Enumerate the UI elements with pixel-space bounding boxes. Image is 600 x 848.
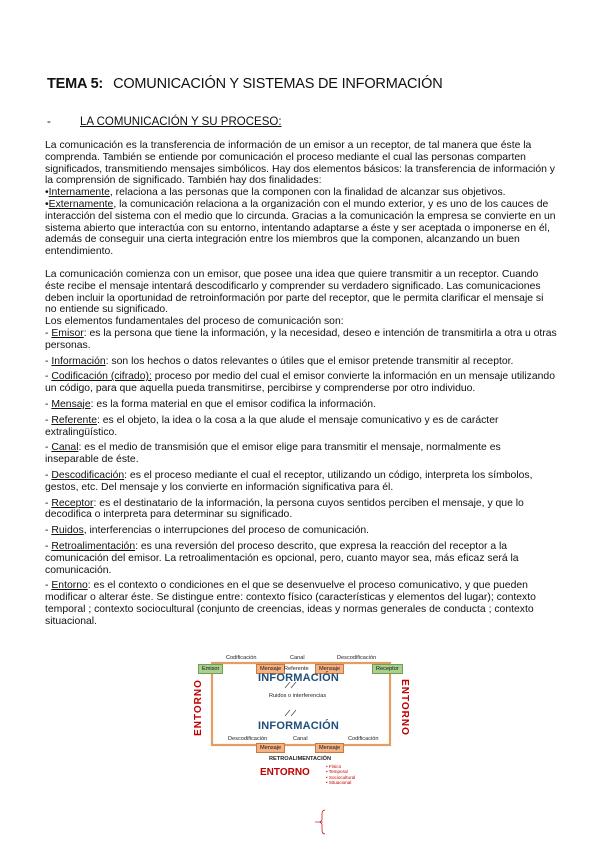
communication-diagram [190, 650, 412, 845]
elements-list [45, 328, 557, 628]
element-item: - Codificación (cifrado): proceso por medio del cual el emisor convierte la información en un mensaje utilizando un código, para que aquella pueda transmitirse, percibirse y comprenderse por otro individuo. [45, 371, 555, 395]
tema-title: COMUNICACIÓN Y SISTEMAS DE INFORMACIÓN [113, 76, 443, 92]
element-term: Información [51, 355, 106, 367]
element-item: - Entorno: es el contexto o condiciones en el que se desenvuelve el proceso comunicativo, y que pueden modificar o alterar éste. Se distingue entre: contexto físico (características y elementos del lugar); contexto temporal ; contexto sociocultural (conjunto de creencias, ideas y normas generales de conducta ; contexto situacional. [45, 580, 536, 627]
elements-intro: Los elementos fundamentales del proceso de comunicación son: [45, 316, 344, 328]
element-term: Receptor [51, 497, 94, 509]
text-internamente: , relaciona a las personas que la componen con la finalidad de alcanzar sus objetivos. [109, 187, 506, 199]
label-descodificacion-top: Descodificación [337, 655, 377, 661]
bullet-externamente: •Externamente, la comunicación relaciona a la organización con el mundo exterior, y es uno de los cauces de interacción del sistema con el medio que lo circunda. Gracias a la comunicación la empresa se convierte en un sistema abierto que interactúa con su entorno, intentando adaptarse a éste y ser aceptada o imponerse en él, además de conseguir una cierta integración entre los miembros que la componen, alcanzando un buen entendimiento. [45, 198, 556, 258]
noise-line-4 [291, 710, 296, 716]
label-retroalimentacion: RETROALIMENTACIÓN [269, 756, 332, 762]
mensaje-box-bottom-left: Mensaje [256, 743, 285, 753]
entorno-left: ENTORNO [192, 679, 204, 736]
element-term: Emisor [51, 327, 84, 339]
element-description: : es el medio de transmisión que el emisor elige para transmitir el mensaje, normalmente es inseparable de éste. [45, 442, 501, 466]
element-term: Canal [51, 442, 79, 454]
element-description: proceso por medio del cual el emisor convierte la información en un mensaje utilizando un código, para que aquella pueda transmitirse, percibirse y comprenderse por otro individuo. [45, 371, 555, 395]
entorno-subtypes [326, 764, 355, 786]
element-term: Referente [51, 414, 97, 426]
element-item: - Receptor: es el destinatario de la información, la persona cuyos sentidos perciben el mensaje, y que lo decodifica o interpreta para determinar su significado. [45, 497, 524, 521]
element-description: , interferencias o interrupciones del proceso de comunicación. [83, 525, 370, 537]
entorno-situacional: • Situacional [326, 780, 352, 786]
element-description: : son los hechos o datos relevantes o útiles que el emisor pretende transmitir al receptor. [105, 355, 514, 367]
label-canal-top: Canal [290, 655, 305, 661]
term-externamente: Externamente [48, 198, 114, 210]
element-item: - Emisor: es la persona que tiene la información, y la necesidad, deseo e intención de transmitirla a otra u otras personas. [45, 327, 557, 351]
document-body [45, 140, 557, 627]
text-externamente: , la comunicación relaciona a la organización con el mundo exterior, y es uno de los cauces de interacción del sistema con el medio que lo circunda. Gracias a la comunicación la empresa se convierte en un sistema abierto que interactúa con su entorno, intentando adaptarse a éste y ser aceptada o imponerse en él, además de conseguir una cierta integración entre los miembros que la componen, alcanzando un buen entendimiento. [45, 198, 556, 258]
informacion-bottom: INFORMACIÓN [258, 720, 340, 732]
element-description: : es una reversión del proceso descrito, que expresa la reacción del receptor a la comunicación del emisor. La retroalimentación es opcional, pero, cuanto mayor sea, más eficaz será la comunicación. [45, 540, 519, 576]
element-term: Retroalimentación [51, 540, 136, 552]
tema-number: TEMA 5: [47, 76, 104, 92]
label-codificacion-top: Codificación [226, 655, 257, 661]
label-codificacion-bottom: Codificación [348, 736, 379, 742]
mensaje-box-bottom-right: Mensaje [315, 743, 344, 753]
element-description: : es el contexto o condiciones en el que se desenvuelve el proceso comunicativo, y que pueden modificar o alterar éste. Se distingue entre: contexto físico (características y elementos del lugar); contexto temporal ; contexto sociocultural (conjunto de creencias, ideas y normas generales de conducta ; contexto situacional. [45, 580, 536, 627]
element-description: : es el objeto, la idea o la cosa a la que alude el mensaje comunicativo y es de carácter extralingüístico. [45, 414, 499, 438]
label-canal-bottom: Canal [293, 736, 308, 742]
entorno-sociocultural: • Sociocultural [326, 774, 356, 780]
element-description: : es la forma material en que el emisor codifica la información. [90, 398, 376, 410]
element-term: Descodificación [51, 469, 125, 481]
bullet-internamente: •Internamente, relaciona a las personas que la componen con la finalidad de alcanzar sus objetivos. [45, 187, 506, 199]
page-title [47, 76, 443, 92]
informacion-top: INFORMACIÓN [258, 672, 340, 684]
entorno-right: ENTORNO [398, 679, 410, 736]
section-title: LA COMUNICACIÓN Y SU PROCESO: [80, 116, 282, 128]
label-ruidos: Ruidos o interferencias [269, 693, 327, 699]
label-referente: Referente [284, 666, 309, 672]
label-descodificacion-bottom: Descodificación [228, 736, 268, 742]
element-item: - Mensaje: es la forma material en que el emisor codifica la información. [45, 398, 376, 410]
receptor-box: Receptor [372, 664, 403, 674]
element-item: - Ruidos, interferencias o interrupciones del proceso de comunicación. [45, 525, 370, 537]
element-item: - Retroalimentación: es una reversión del proceso descrito, que expresa la reacción del receptor a la comunicación del emisor. La retroalimentación es opcional, pero, cuanto mayor sea, más eficaz será la comunicación. [45, 540, 519, 576]
element-term: Entorno [51, 580, 88, 592]
entorno-bottom: ENTORNO [260, 767, 310, 778]
element-item: - Descodificación: es el proceso mediante el cual el receptor, utilizando un código, interpreta los símbolos, gestos, etc. Del mensaje y los convierte en información significativa para él. [45, 469, 533, 493]
section-dash: - [47, 116, 51, 128]
element-description: : es la persona que tiene la información, y la necesidad, deseo e intención de transmitirla a otra u otras personas. [45, 327, 557, 351]
intro-paragraph: La comunicación es la transferencia de información de un emisor a un receptor, de tal manera que éste la comprenda. También se entiende por comunicación el proceso mediante el cual las personas comparten significados, transmitiendo mensajes simbólicos. Hay dos elementos básicos: la transferencia de información y la comprensión de significado. También hay dos finalidades: [45, 140, 555, 187]
entorno-temporal: • Temporal [326, 769, 348, 775]
section-heading [47, 116, 282, 128]
term-internamente: Internamente [48, 187, 110, 199]
element-item: - Canal: es el medio de transmisión que el emisor elige para transmitir el mensaje, normalmente es inseparable de éste. [45, 442, 501, 466]
element-term: Codificación (cifrado): [51, 371, 152, 383]
noise-line-3 [285, 710, 290, 716]
entorno-fisico: • Físico [326, 764, 342, 769]
process-paragraph: La comunicación comienza con un emisor, que posee una idea que quiere transmitir a un receptor. Cuando éste recibe el mensaje intentará descodificarlo y comprender su verdadero significado. Las comunicaciones deben incluir la oportunidad de retroinformación por parte del receptor, que le permita clarificar el mensaje si no entiende su significado. [45, 268, 544, 316]
element-description: : es el destinatario de la información, la persona cuyos sentidos perciben el mensaje, y que lo decodifica o interpreta para determinar su significado. [45, 497, 524, 521]
mensaje-box-top-left: Mensaje [256, 664, 285, 674]
element-description: : es el proceso mediante el cual el receptor, utilizando un código, interpreta los símbolos, gestos, etc. Del mensaje y los convierte en información significativa para él. [45, 469, 533, 493]
element-term: Ruidos [51, 525, 84, 537]
element-item: - Información: son los hechos o datos relevantes o útiles que el emisor pretende transmitir al receptor. [45, 355, 514, 367]
element-item: - Referente: es el objeto, la idea o la cosa a la que alude el mensaje comunicativo y es de carácter extralingüístico. [45, 414, 499, 438]
emisor-box: Emisor [198, 664, 223, 674]
element-term: Mensaje [51, 398, 91, 410]
mensaje-box-top-right: Mensaje [315, 664, 344, 674]
